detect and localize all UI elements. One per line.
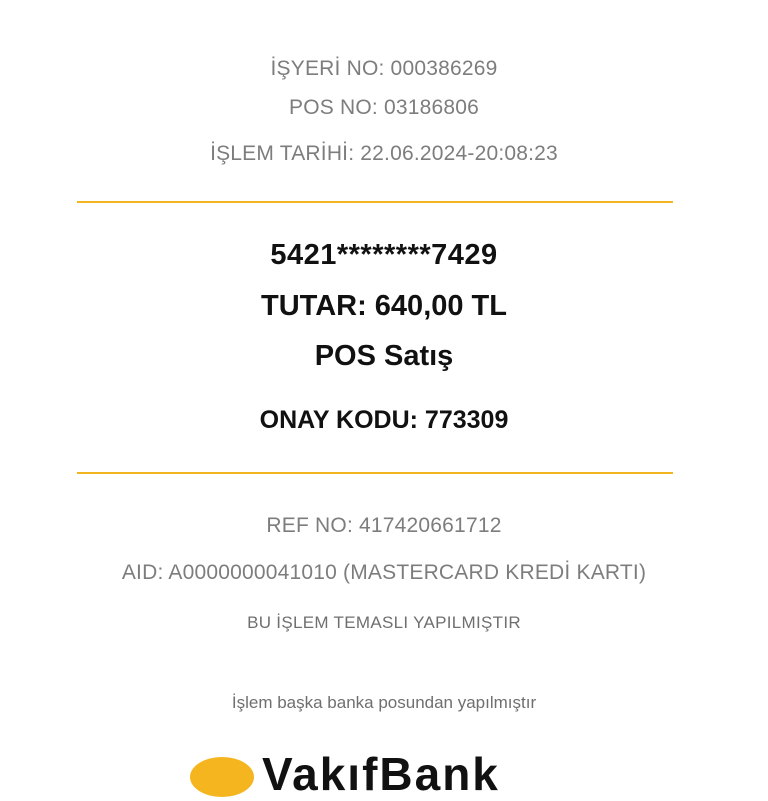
merchant-number: İŞYERİ NO: 000386269 xyxy=(270,57,498,80)
top-divider xyxy=(77,201,673,203)
ref-number: REF NO: 417420661712 xyxy=(266,514,502,537)
bank-logo-text: VakıfBank xyxy=(262,748,500,800)
bottom-divider xyxy=(77,472,673,474)
other-bank-note: İşlem başka banka posundan yapılmıştır xyxy=(231,693,537,712)
transaction-type: POS Satış xyxy=(314,340,454,372)
approval-code: ONAY KODU: 773309 xyxy=(259,406,509,434)
amount: TUTAR: 640,00 TL xyxy=(260,290,507,322)
card-number: 5421********7429 xyxy=(270,239,498,271)
transaction-date: İŞLEM TARİHİ: 22.06.2024-20:08:23 xyxy=(210,142,558,165)
contactless-note: BU İŞLEM TEMASLI YAPILMIŞTIR xyxy=(247,613,521,632)
aid-info: AID: A0000000041010 (MASTERCARD KREDİ KARTI) xyxy=(121,561,647,584)
bank-logo xyxy=(0,735,768,800)
bank-logo-mark-icon xyxy=(190,757,254,797)
pos-number: POS NO: 03186806 xyxy=(289,96,479,119)
